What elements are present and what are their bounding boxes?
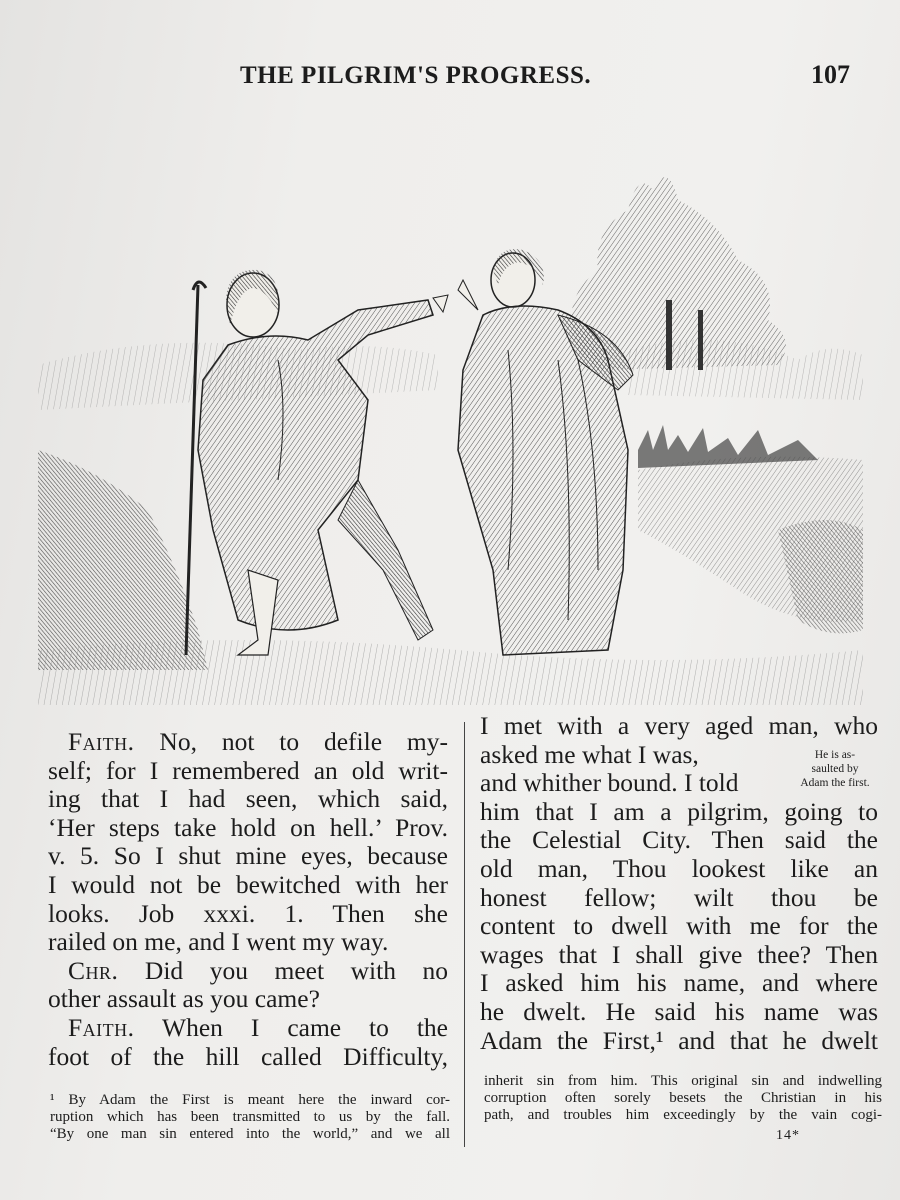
- text-line: ‘Her steps take hold on hell.’ Prov.: [48, 812, 448, 842]
- footnote-line: “By one man sin entered into the world,” and we all: [50, 1126, 450, 1142]
- text-line: Faith. When I came to the: [68, 1012, 448, 1042]
- text-line: I met with a very aged man, who: [480, 711, 878, 740]
- margin-sidenote: [790, 748, 880, 790]
- text-line: railed on me, and I went my way.: [48, 927, 389, 957]
- footnote-line: ¹ By Adam the First is meant here the inward cor-: [50, 1092, 450, 1108]
- footnote-line: inherit sin from him. This original sin and indwelling: [484, 1073, 882, 1089]
- text-line: old man, Thou lookest like an: [480, 853, 878, 883]
- speaker-label: Faith.: [68, 1012, 135, 1042]
- text-line: Chr. Did you meet with no: [68, 955, 448, 985]
- sidenote-line: Adam the first.: [800, 777, 870, 789]
- footnote-line: ruption which has been transmitted to us by the fall.: [50, 1109, 450, 1125]
- footnote-left: [50, 1092, 450, 1143]
- signature-mark: 14*: [776, 1128, 800, 1143]
- running-title: THE PILGRIM'S PROGRESS.: [240, 62, 592, 89]
- text-line: the Celestial City. Then said the: [480, 825, 878, 855]
- text-line: looks. Job xxxi. 1. Then she: [48, 898, 448, 928]
- text-line: other assault as you came?: [48, 984, 320, 1014]
- footnote-line: path, and troubles him exceedingly by the vain cogi-: [484, 1107, 882, 1123]
- text-line: v. 5. So I shut mine eyes, because: [48, 841, 448, 871]
- text-line: ing that I had seen, which said,: [48, 784, 448, 814]
- text-line: I would not be bewitched with her: [48, 869, 448, 899]
- text-line: foot of the hill called Difficulty,: [48, 1041, 448, 1071]
- sidenote-line: He is as-: [814, 749, 856, 761]
- text-line: honest fellow; wilt thou be: [480, 882, 878, 912]
- left-text-column: [48, 728, 448, 1071]
- text-line: self; for I remembered an old writ-: [48, 755, 448, 785]
- text-line: asked me what I was,: [480, 739, 699, 769]
- text-line: he dwelt. He said his name was: [480, 996, 878, 1026]
- column-divider: [464, 722, 465, 1147]
- text-line: Faith. No, not to defile my-: [68, 727, 448, 756]
- text-line: content to dwell with me for the: [480, 911, 878, 941]
- text-line: I asked him his name, and where: [480, 968, 878, 998]
- text-line: Adam the First,¹ and that he dwelt: [480, 1025, 878, 1055]
- text-line: him that I am a pilgrim, going to: [480, 796, 878, 826]
- speaker-label: Chr.: [68, 955, 119, 985]
- footnote-line: corruption often sorely besets the Christian in his: [484, 1090, 882, 1106]
- page-number: 107: [811, 60, 850, 89]
- text-line: and whither bound. I told: [480, 768, 739, 798]
- engraving-illustration: [38, 150, 863, 705]
- sidenote-line: saulted by: [811, 763, 859, 775]
- speaker-label: Faith.: [68, 727, 135, 756]
- footnote-right: [484, 1073, 882, 1124]
- text-line: wages that I shall give thee? Then: [480, 939, 878, 969]
- pilgrim-figure: [186, 270, 448, 655]
